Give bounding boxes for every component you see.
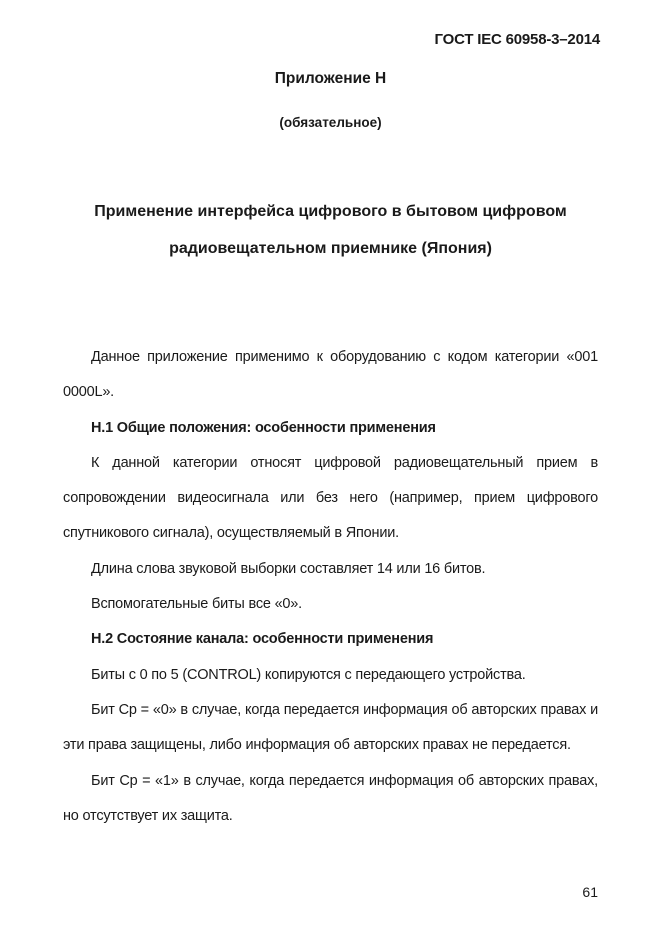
intro-paragraph: Данное приложение применимо к оборудованию с кодом категории «001 0000L». bbox=[63, 349, 598, 401]
section-1-paragraph-2: Длина слова звуковой выборки составляет 14 или 16 битов. bbox=[91, 560, 486, 577]
main-title-line-2: радиовещательном приемнике (Япония) bbox=[169, 240, 492, 257]
appendix-status: (обязательное) bbox=[279, 115, 382, 130]
section-2-paragraph-1: Биты с 0 по 5 (CONTROL) копируются с передающего устройства. bbox=[91, 666, 526, 683]
section-1-paragraph-1: К данной категории относят цифровой радиовещательный прием в сопровождении видеосигнала или без него (например, прием цифрового спутникового сигнала), осуществляемый в Японии. bbox=[63, 454, 598, 542]
section-1-paragraph-3: Вспомогательные биты все «0». bbox=[91, 596, 302, 613]
body-text bbox=[63, 340, 598, 834]
section-2-paragraph-2: Бит Cp = «0» в случае, когда передается информация об авторских правах и эти права защищены, либо информация об авторских правах не передается. bbox=[63, 701, 598, 754]
appendix-title: Приложение Н bbox=[274, 70, 387, 87]
section-2-paragraph-3: Бит Cp = «1» в случае, когда передается информация об авторских правах, но отсутствует их защита. bbox=[63, 772, 598, 824]
page-number: 61 bbox=[582, 884, 598, 900]
main-title bbox=[50, 193, 611, 267]
section-1-heading: Н.1 Общие положения: особенности применения bbox=[91, 419, 436, 436]
section-2-heading: Н.2 Состояние канала: особенности применения bbox=[91, 631, 434, 648]
standard-code-header: ГОСТ IEC 60958-3–2014 bbox=[434, 31, 600, 48]
main-title-line-1: Применение интерфейса цифрового в бытовом цифровом bbox=[94, 203, 567, 220]
